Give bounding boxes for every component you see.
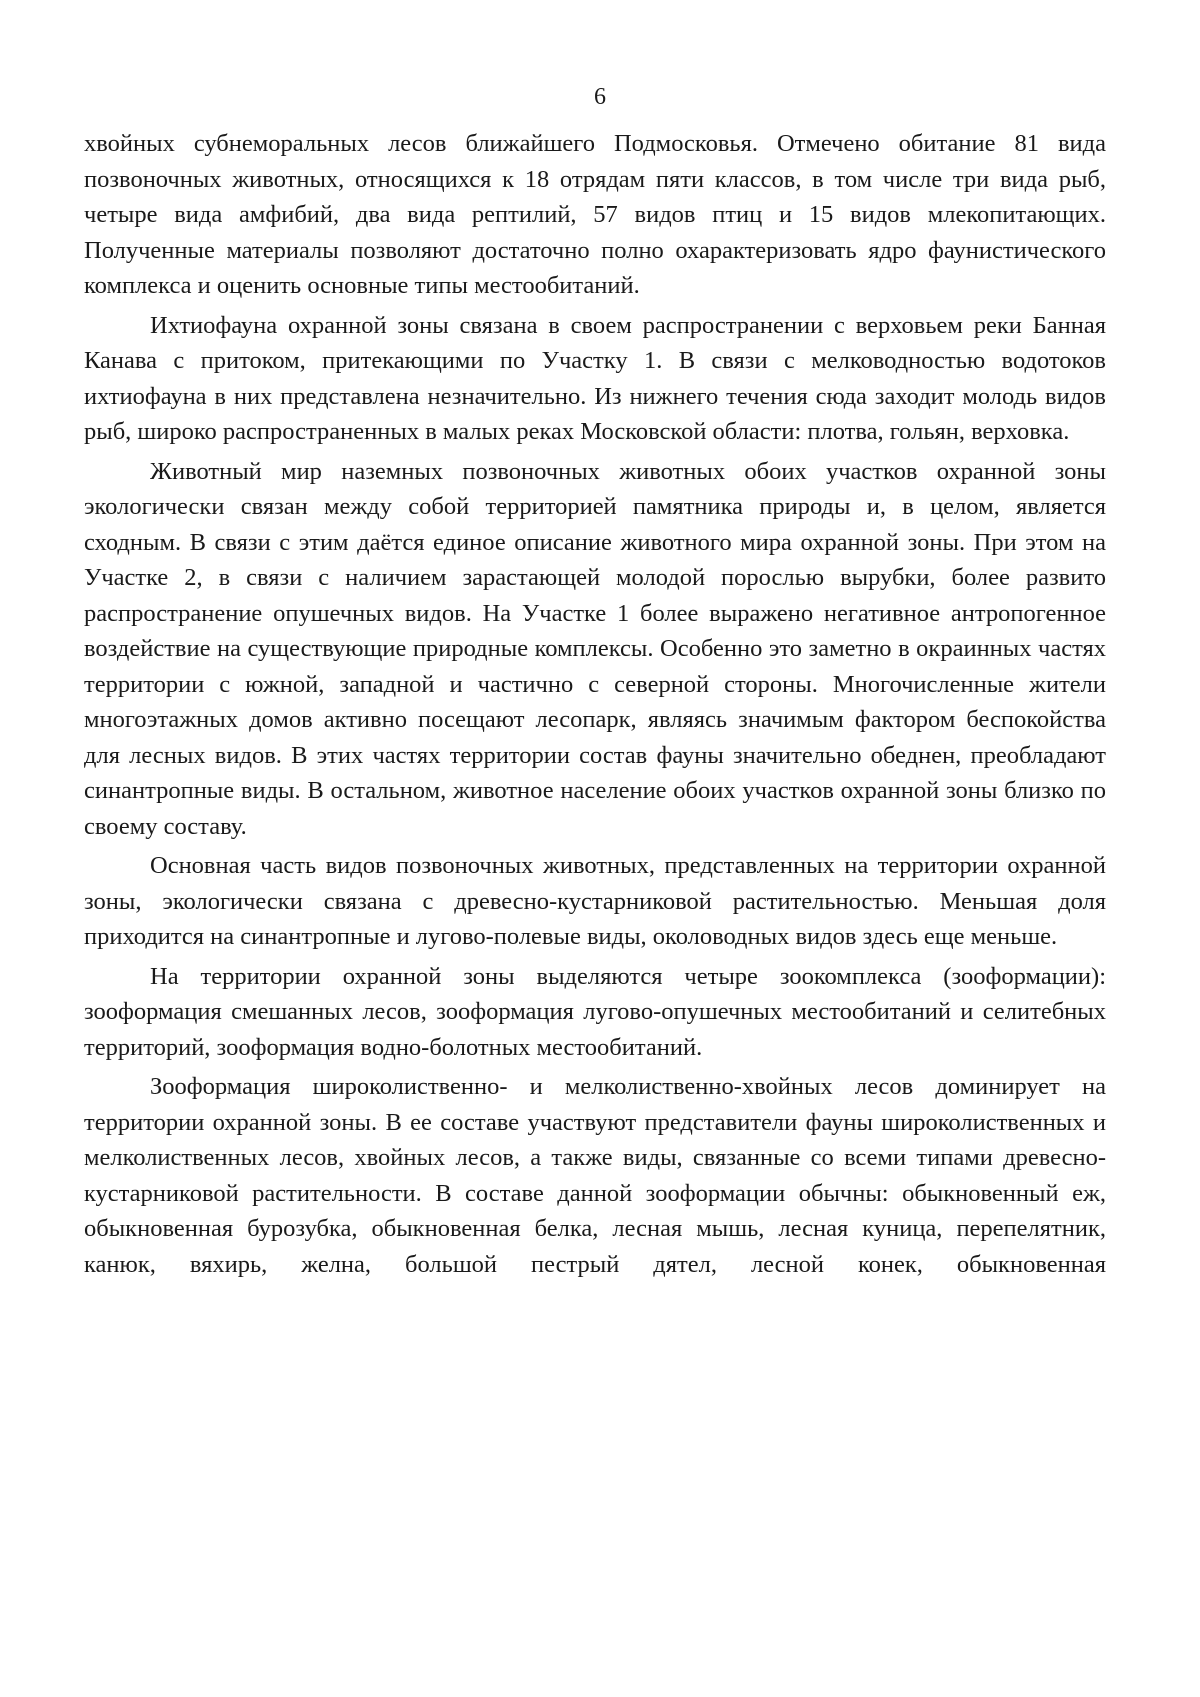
paragraph-woody-vegetation-species: Основная часть видов позвоночных животных, представленных на территории охранной зоны, экологически связана с древесно-кустарниковой растительностью. Меньшая доля приходится на синантропные и лугово-полевые виды, околоводных видов здесь еще меньше. xyxy=(84,852,1106,950)
document-body xyxy=(84,126,1106,1286)
paragraph-continuation-vertebrates: хвойных субнеморальных лесов ближайшего Подмосковья. Отмечено обитание 81 вида позвоночных животных, относящихся к 18 отрядам пяти классов, в том числе три вида рыб, четыре вида амфибий, два вида рептилий, 57 видов птиц и 15 видов млекопитающих. Полученные материалы позволяют достаточно полно охарактеризовать ядро фаунистического комплекса и оценить основные типы местообитаний. xyxy=(84,130,1106,299)
paragraph-ichthyofauna: Ихтиофауна охранной зоны связана в своем распространении с верховьем реки Банная Канава с притоком, притекающими по Участку 1. В связи с мелководностью водотоков ихтиофауна в них представлена незначительно. Из нижнего течения сюда заходит молодь видов рыб, широко распространенных в малых реках Московской области: плотва, гольян, верховка. xyxy=(84,311,1106,445)
paragraph-terrestrial-fauna: Животный мир наземных позвоночных животных обоих участков охранной зоны экологически связан между собой территорией памятника природы и, в целом, является сходным. В связи с этим даётся единое описание животного мира охранной зоны. При этом на Участке 2, в связи с наличием зарастающей молодой порослью вырубки, более развито распространение опушечных видов. На Участке 1 более выражено негативное антропогенное воздействие на существующие природные комплексы. Особенно это заметно в окраинных частях территории с южной, западной и частично с северной стороны. Многочисленные жители многоэтажных домов активно посещают лесопарк, являясь значимым фактором беспокойства для лесных видов. В этих частях территории состав фауны значительно обеднен, преобладают синантропные виды. В остальном, животное население обоих участков охранной зоны близко по своему составу. xyxy=(84,457,1106,840)
page-number: 6 xyxy=(594,84,606,110)
paragraph-forest-zooformation: Зооформация широколиственно- и мелколиственно-хвойных лесов доминирует на территории охранной зоны. В ее составе участвуют представители фауны широколиственных и мелколиственных лесов, хвойных лесов, а также виды, связанные со всеми типами древесно-кустарниковой растительности. В составе данной зооформации обычны: обыкновенный еж, обыкновенная бурозубка, обыкновенная белка, лесная мышь, лесная куница, перепелятник, канюк, вяхирь, желна, большой пестрый дятел, лесной конек, обыкновенная xyxy=(84,1073,1106,1278)
paragraph-zoocomplexes: На территории охранной зоны выделяются четыре зоокомплекса (зооформации): зооформация смешанных лесов, зооформация лугово-опушечных местообитаний и селитебных территорий, зооформация водно-болотных местообитаний. xyxy=(84,962,1106,1061)
